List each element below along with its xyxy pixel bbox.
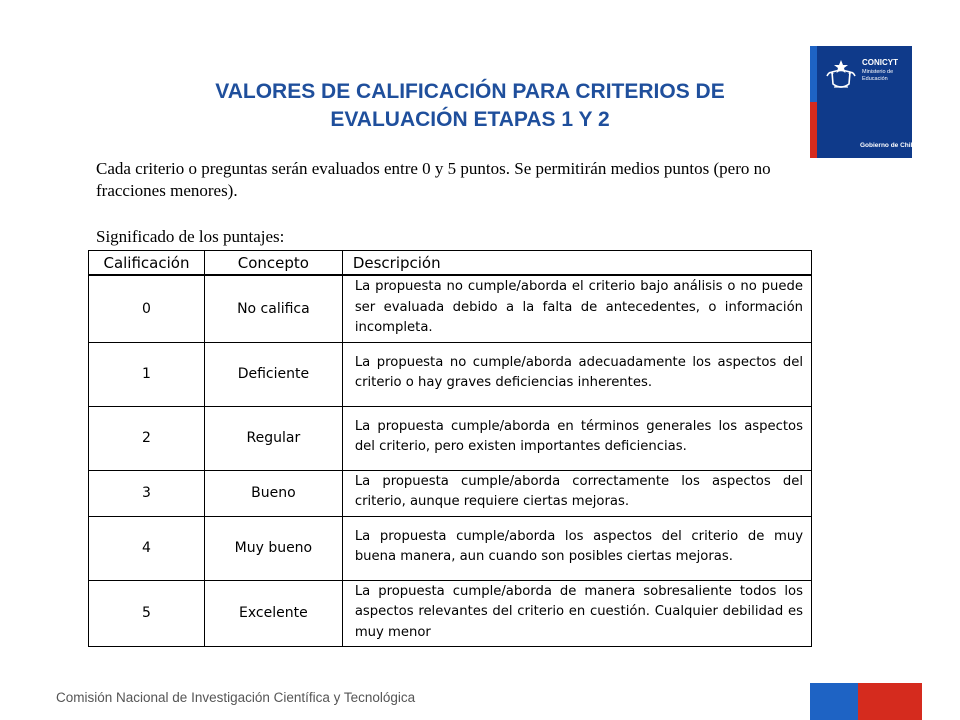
table-row [89,275,812,342]
description-cell: La propuesta cumple/aborda en términos generales los aspectos del criterio, pero existen importantes deficiencias. [342,406,811,470]
table-row [89,580,812,647]
intro-paragraph: Cada criterio o preguntas serán evaluados entre 0 y 5 puntos. Se permitirán medios puntos (pero no fracciones menores). [96,159,771,200]
logo-brand: CONICYT [862,58,898,67]
conicyt-logo [810,46,916,158]
table-row [89,516,812,580]
table-row [89,470,812,516]
table-header-row [89,251,812,276]
slide-title [120,78,820,134]
score-cell: 1 [89,342,205,406]
description-cell: La propuesta cumple/aborda de manera sobresaliente todos los aspectos relevantes del criterio en cuestión. Cualquier debilidad es muy menor [342,580,811,647]
table-row [89,406,812,470]
score-cell: 3 [89,470,205,516]
header-concepto: Concepto [204,251,342,276]
score-cell: 5 [89,580,205,647]
description-cell: La propuesta cumple/aborda los aspectos del criterio de muy buena manera, aun cuando son posibles ciertas mejoras. [342,516,811,580]
concept-cell: Bueno [204,470,342,516]
coat-of-arms-icon [824,56,858,94]
concept-cell: Regular [204,406,342,470]
header-descripcion: Descripción [342,251,811,276]
score-cell: 0 [89,275,205,342]
scores-table [88,250,812,647]
intro-text [96,158,816,202]
table-row [89,342,812,406]
concept-cell: Excelente [204,580,342,647]
description-cell: La propuesta no cumple/aborda adecuadamente los aspectos del criterio o hay graves deficiencias inherentes. [342,342,811,406]
concept-cell: No califica [204,275,342,342]
logo-ministry-line2: Educación [862,76,888,82]
footer-flag-stripe [810,683,922,720]
footer-organization: Comisión Nacional de Investigación Científica y Tecnológica [56,690,416,705]
concept-cell: Deficiente [204,342,342,406]
score-cell: 2 [89,406,205,470]
description-cell: La propuesta cumple/aborda correctamente los aspectos del criterio, aunque requiere ciertas mejoras. [342,470,811,516]
slide-title-line1: VALORES DE CALIFICACIÓN PARA CRITERIOS DE [215,80,725,103]
score-cell: 4 [89,516,205,580]
logo-ministry-line1: Ministerio de [862,69,894,75]
scores-subtitle: Significado de los puntajes: [96,227,285,246]
description-cell: La propuesta no cumple/aborda el criterio bajo análisis o no puede ser evaluada debido a la falta de antecedentes, o información incompleta. [342,275,811,342]
slide-title-line2: EVALUACIÓN ETAPAS 1 Y 2 [330,108,610,131]
logo-government: Gobierno de Chile [860,142,916,149]
concept-cell: Muy bueno [204,516,342,580]
header-calificacion: Calificación [89,251,205,276]
